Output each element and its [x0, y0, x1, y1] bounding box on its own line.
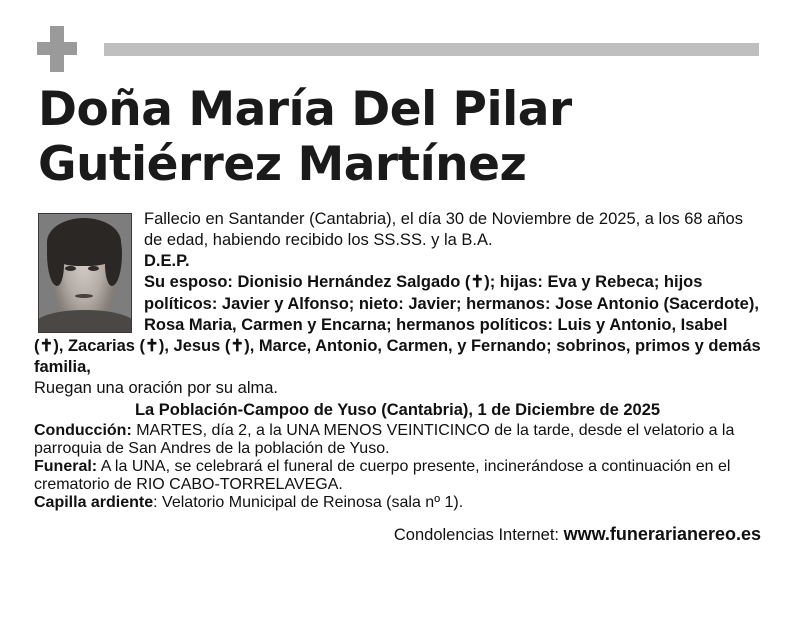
death-details: Fallecio en Santander (Cantabria), el día 30 de Noviembre de 2025, a los 68 años de edad, habiendo recibido los SS.SS. y la B.A.: [144, 209, 743, 250]
notice-body: [34, 209, 761, 421]
header-rule: [104, 43, 759, 56]
place-and-date: La Población-Campoo de Yuso (Cantabria), 1 de Diciembre de 2025: [134, 400, 661, 419]
conduccion-text: MARTES, día 2, a la UNA MENOS VEINTICINCO de la tarde, desde el velatorio a la parroquia de San Andres de la población de Yuso.: [34, 421, 735, 457]
deceased-name: [38, 82, 761, 193]
service-details: [34, 422, 761, 512]
funeral-label: Funeral:: [34, 457, 98, 475]
funeral-text: A la UNA, se celebrará el funeral de cuerpo presente, incinerándose a continuación en el crematorio de RIO CABO-TORRELAVEGA.: [34, 457, 731, 493]
condolencias-row: [34, 524, 761, 545]
name-line-2: Gutiérrez Martínez: [38, 137, 527, 193]
dep-text: D.E.P.: [144, 252, 190, 271]
name-line-1: Doña María Del Pilar: [38, 82, 572, 137]
conduccion-label: Conducción:: [34, 421, 132, 439]
top-band: [34, 26, 761, 72]
prayer-request: Ruegan una oración por su alma.: [34, 379, 278, 398]
capilla-label: Capilla ardiente: [34, 493, 154, 511]
funeral-row: [34, 458, 761, 494]
condolencias-website[interactable]: www.funerarianereo.es: [563, 523, 761, 544]
condolencias-label: Condolencias Internet:: [393, 525, 564, 544]
family-list: Su esposo: Dionisio Hernández Salgado (✝); hijas: Eva y Rebeca; hijos políticos: Javier y Alfonso; nieto: Javier; hermanos: Jose Antonio (Sacerdote), Rosa Maria, Carmen y Encarna; hermanos políticos: Luis y Antonio, Isabel (✝), Zacarias (✝), Jesus (✝), Marce, Antonio, Carmen, y Fernando; sobrinos, primos y demás familia,: [34, 273, 761, 377]
cross-icon: [34, 26, 80, 72]
capilla-text: : Velatorio Municipal de Reinosa (sala nº 1).: [153, 493, 464, 511]
portrait-photo: [38, 213, 132, 333]
capilla-row: [34, 494, 761, 512]
conduccion-row: [34, 422, 761, 458]
